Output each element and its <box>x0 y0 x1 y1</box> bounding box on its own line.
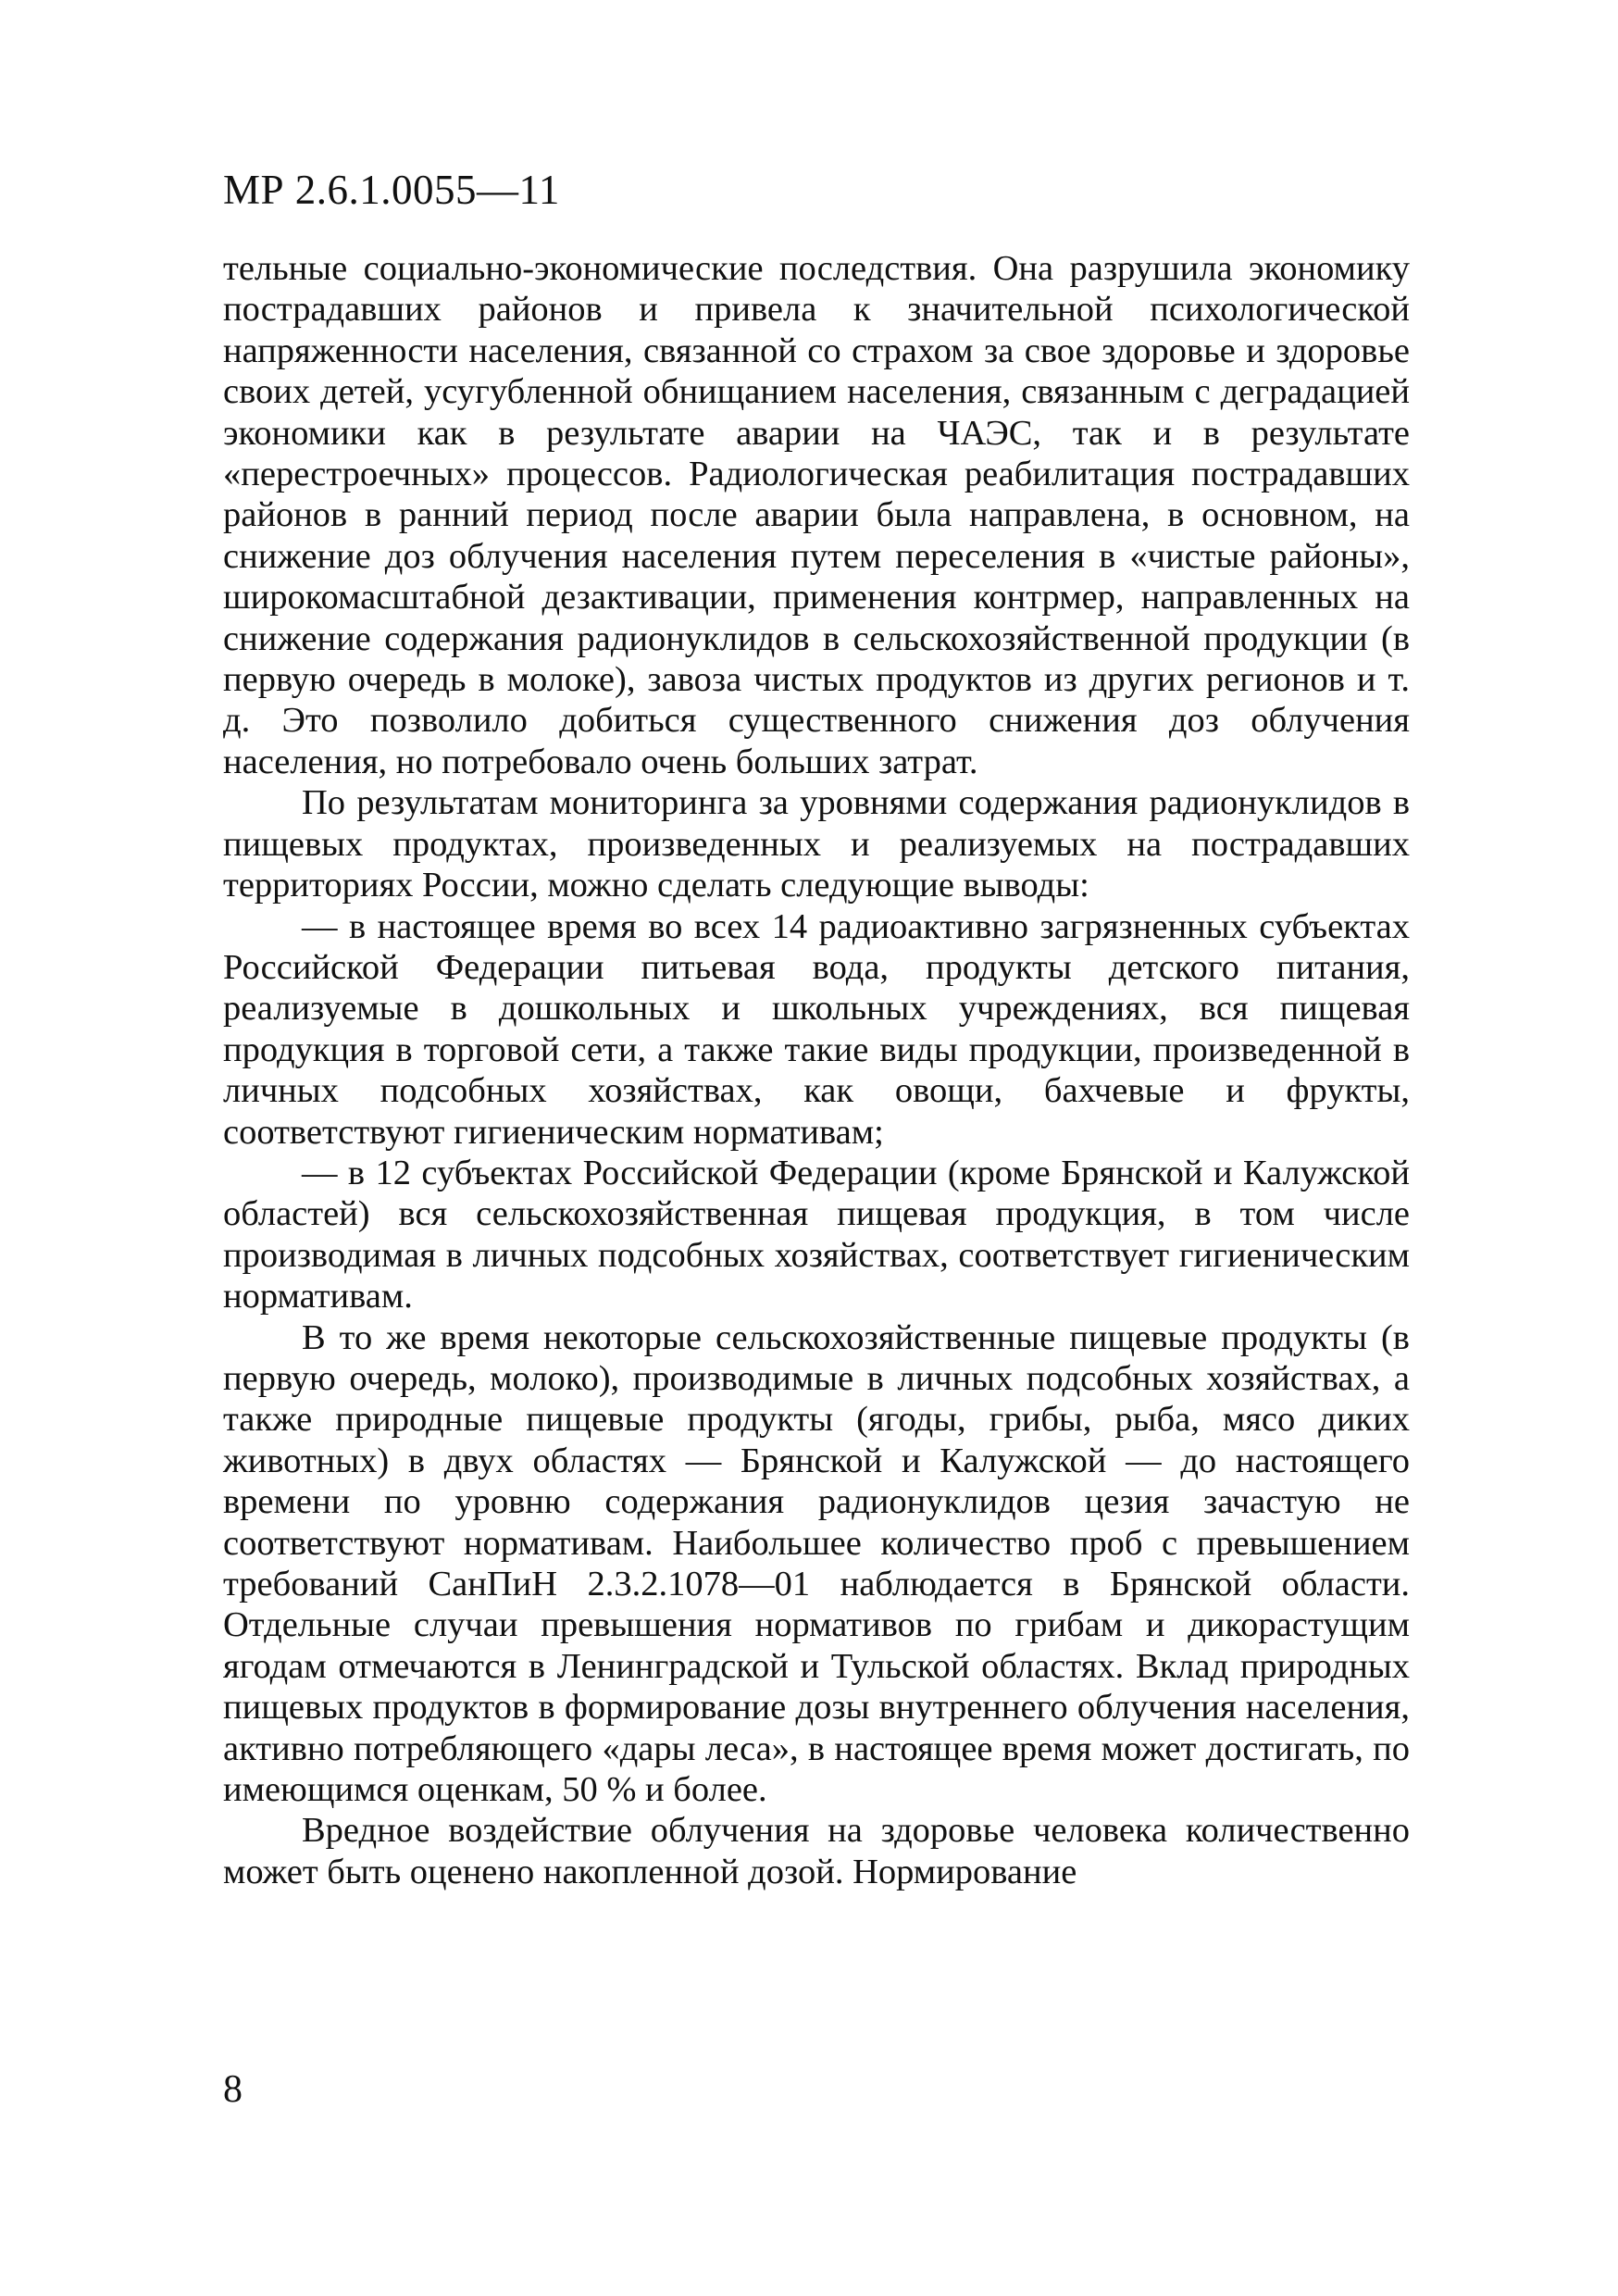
paragraph-conclusion-1: — в настоящее время во всех 14 радиоактивно загрязненных субъектах Российской Федерации питьевая вода, продукты детского питания, реализуемые в дошкольных и школьных учреждениях, вся пищевая продукция в торговой сети, а также такие виды продукции, произведенной в личных подсобных хозяйствах, как овощи, бахчевые и фрукты, соответствуют гигиеническим нормативам; <box>223 906 1410 1152</box>
paragraph-continuation: тельные социально-экономические последствия. Она разрушила экономику пострадавших районов и привела к значительной психологической напряженности населения, связанной со страхом за свое здоровье и здоровье своих детей, усугубленной обнищанием населения, связанным с деградацией экономики как в результате аварии на ЧАЭС, так и в результате «перестроечных» процессов. Радиологическая реабилитация пострадавших районов в ранний период после аварии была направлена, в основном, на снижение доз облучения населения путем переселения в «чистые районы», широкомасштабной дезактивации, применения контрмер, направленных на снижение содержания радионуклидов в сельскохозяйственной продукции (в первую очередь в молоке), завоза чистых продуктов из других регионов и т. д. Это позволило добиться существенного снижения доз облучения населения, но потребовало очень больших затрат. <box>223 249 1410 781</box>
paragraph-monitoring-results: По результатам мониторинга за уровнями содержания радионуклидов в пищевых продуктах, произведенных и реализуемых на пострадавших территориях России, можно сделать следующие выводы: <box>223 783 1410 905</box>
paragraph-food-products: В то же время некоторые сельскохозяйственные пищевые продукты (в первую очередь, молоко), производимые в личных подсобных хозяйствах, а также природные пищевые продукты (ягоды, грибы, рыба, мясо диких животных) в двух областях — Брянской и Калужской — до настоящего времени по уровню содержания радионуклидов цезия зачастую не соответствуют нормативам. Наибольшее количество проб с превышением требований СанПиН 2.3.2.1078—01 наблюдается в Брянской области. Отдельные случаи превышения нормативов по грибам и дикорастущим ягодам отмечаются в Ленинградской и Тульской областях. Вклад природных пищевых продуктов в формирование дозы внутреннего облучения населения, активно потребляющего «дары леса», в настоящее время может достигать, по имеющимся оценкам, 50 % и более. <box>223 1317 1410 1810</box>
document-id-header: МР 2.6.1.0055—11 <box>223 167 560 213</box>
body-text <box>223 248 1410 1892</box>
paragraph-conclusion-2: — в 12 субъектах Российской Федерации (кроме Брянской и Калужской областей) вся сельскохозяйственная пищевая продукция, в том числе производимая в личных подсобных хозяйствах, соответствует гигиеническим нормативам. <box>223 1153 1410 1316</box>
page-number: 8 <box>223 2068 243 2111</box>
paragraph-dose-assessment: Вредное воздействие облучения на здоровье человека количественно может быть оценено накопленной дозой. Нормирование <box>223 1811 1410 1891</box>
